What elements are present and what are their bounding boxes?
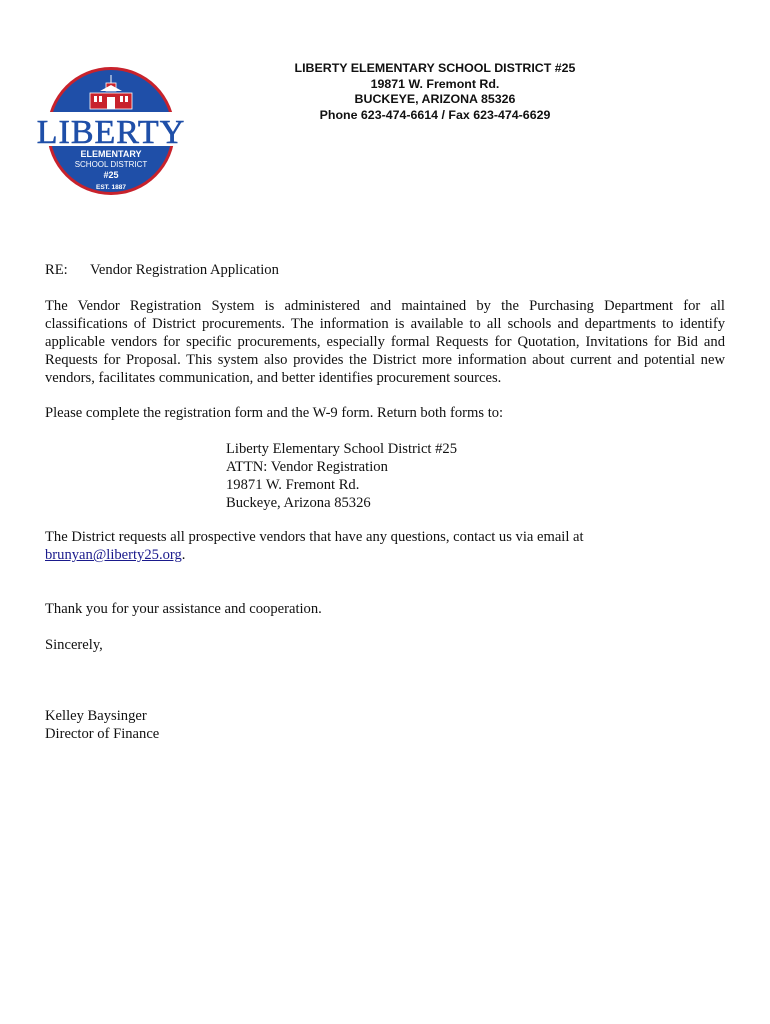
closing-line: Sincerely, [45, 637, 103, 653]
logo-number: #25 [103, 170, 119, 180]
district-phone-fax: Phone 623-474-6614 / Fax 623-474-6629 [319, 107, 551, 122]
address-line: Buckeye, Arizona 85326 [226, 495, 371, 511]
contact-paragraph [45, 528, 725, 564]
instructions-paragraph: Please complete the registration form and the W-9 form. Return both forms to: [45, 405, 504, 421]
signer-title: Director of Finance [45, 726, 160, 742]
paragraph-line: Requests for Proposal. This system also provides the District more information about current and potential new [45, 352, 725, 368]
email-link[interactable]: brunyan@liberty25.org [45, 547, 182, 563]
letterhead [250, 61, 620, 123]
intro-paragraph [45, 297, 725, 387]
email-suffix: . [181, 547, 186, 563]
paragraph-line: applicable vendors for specific procurements, especially formal Requests for Quotation, Invitations for Bid and [45, 334, 725, 350]
address-line: ATTN: Vendor Registration [226, 459, 388, 475]
signature-block [45, 707, 159, 743]
paragraph-line: classifications of District procurements. The information is available to all schools and departments to identify [45, 316, 725, 332]
thanks-line: Thank you for your assistance and cooperation. [45, 601, 322, 617]
address-line: Liberty Elementary School District #25 [226, 441, 458, 457]
district-city: BUCKEYE, ARIZONA 85326 [354, 92, 516, 107]
re-subject: Vendor Registration Application [90, 262, 279, 278]
logo-line1: ELEMENTARY [80, 149, 142, 159]
paragraph-line: The Vendor Registration System is administered and maintained by the Purchasing Department for all [45, 298, 725, 314]
district-name: LIBERTY ELEMENTARY SCHOOL DISTRICT #25 [294, 61, 576, 75]
district-street: 19871 W. Fremont Rd. [370, 76, 500, 91]
logo-line2: SCHOOL DISTRICT [74, 160, 148, 169]
contact-text: The District requests all prospective vendors that have any questions, contact us via email at [45, 529, 584, 545]
paragraph-line: vendors, facilitates communication, and better identifies procurement sources. [45, 370, 502, 386]
logo-established: EST. 1887 [96, 184, 126, 191]
mailing-address [226, 440, 457, 512]
re-label: RE: [45, 262, 68, 278]
logo-name: LIBERTY [36, 114, 186, 151]
liberty-district-logo [36, 65, 186, 200]
re-line [45, 261, 279, 279]
address-line: 19871 W. Fremont Rd. [226, 477, 360, 493]
signer-name: Kelley Baysinger [45, 708, 147, 724]
